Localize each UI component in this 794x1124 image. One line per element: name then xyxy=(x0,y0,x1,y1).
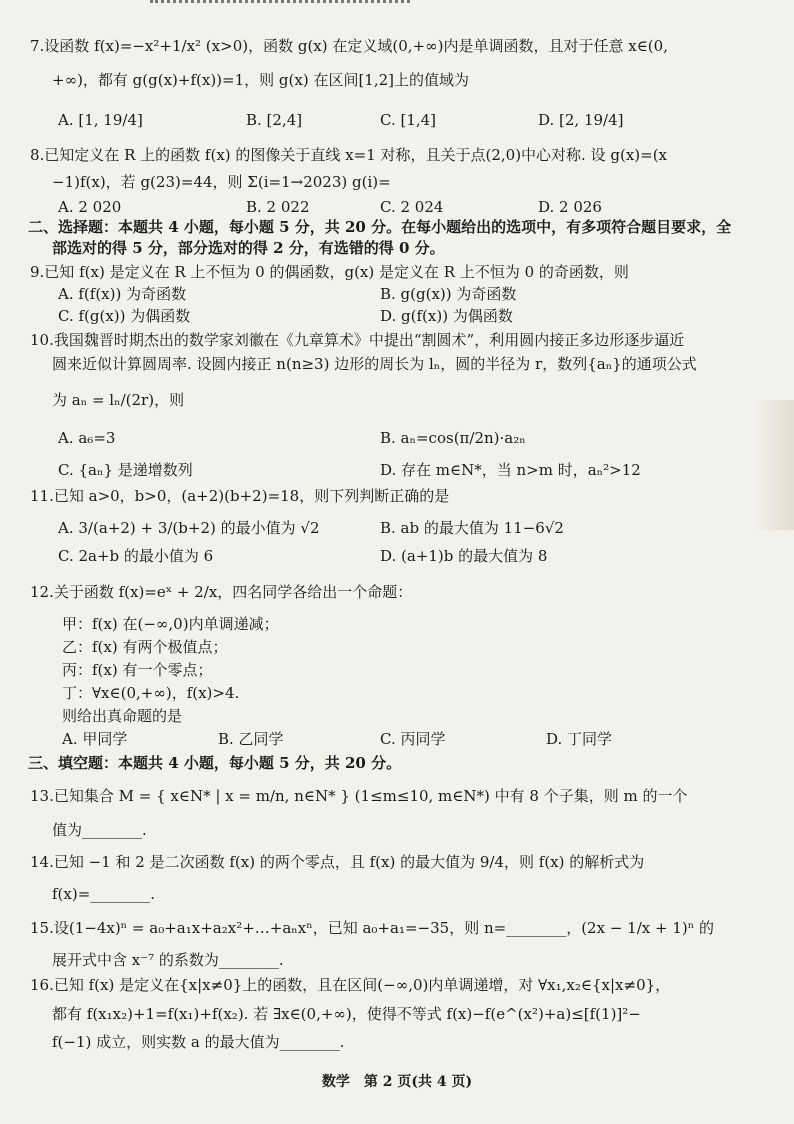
q12-statement-jia: 甲：f(x) 在(−∞,0)内单调递减； xyxy=(62,615,279,633)
q10-option-a: A. a₆=3 xyxy=(58,429,116,447)
q12-option-a: A. 甲同学 xyxy=(62,730,128,748)
q11-option-d: D. (a+1)b 的最大值为 8 xyxy=(380,547,548,565)
q13-line2: 值为________. xyxy=(52,821,147,839)
q16-line3: f(−1) 成立，则实数 a 的最大值为________. xyxy=(52,1033,345,1051)
q8-option-d: D. 2 026 xyxy=(538,198,602,216)
q8-option-a: A. 2 020 xyxy=(58,198,122,216)
q12-option-d: D. 丁同学 xyxy=(546,730,613,748)
q15-line1: 15.设(1−4x)ⁿ = a₀+a₁x+a₂x²+…+aₙxⁿ，已知 a₀+a₁=−35，则 n=________，(2x − 1/x + 1)ⁿ 的 xyxy=(30,919,714,937)
q9-option-b: B. g(g(x)) 为奇函数 xyxy=(380,285,517,303)
q9-option-c: C. f(g(x)) 为偶函数 xyxy=(58,307,191,325)
section2-heading-line2: 部选对的得 5 分，部分选对的得 2 分，有选错的得 0 分。 xyxy=(52,239,445,257)
q12-statement-ding: 丁：∀x∈(0,+∞)，f(x)>4. xyxy=(62,684,240,702)
q16-line2: 都有 f(x₁x₂)+1=f(x₁)+f(x₂). 若 ∃x∈(0,+∞)，使得不等式 f(x)−f(e^(x²)+a)≤[f(1)]²− xyxy=(52,1005,641,1023)
q10-line1: 10.我国魏晋时期杰出的数学家刘徽在《九章算术》中提出“割圆术”，利用圆内接正多边形逐步逼近 xyxy=(30,331,685,349)
q10-option-b: B. aₙ=cos(π/2n)·a₂ₙ xyxy=(380,429,526,447)
scan-artifact xyxy=(150,0,410,11)
page-footer: 数学 第 2 页(共 4 页) xyxy=(321,1074,473,1090)
q15-line2: 展开式中含 x⁻⁷ 的系数为________. xyxy=(52,951,284,969)
q16-line1: 16.已知 f(x) 是定义在{x|x≠0}上的函数，且在区间(−∞,0)内单调递增，对 ∀x₁,x₂∈{x|x≠0}， xyxy=(30,976,671,994)
section3-heading: 三、填空题：本题共 4 小题，每小题 5 分，共 20 分。 xyxy=(28,754,402,772)
q14-line1: 14.已知 −1 和 2 是二次函数 f(x) 的两个零点，且 f(x) 的最大值为 9/4，则 f(x) 的解析式为 xyxy=(30,853,645,871)
q9-option-a: A. f(f(x)) 为奇函数 xyxy=(58,285,187,303)
q10-line3: 为 aₙ = lₙ/(2r)，则 xyxy=(52,391,185,409)
scan-shadow xyxy=(754,400,794,530)
q11-option-b: B. ab 的最大值为 11−6√2 xyxy=(380,519,564,537)
q12-option-b: B. 乙同学 xyxy=(218,730,284,748)
q12-line2: 则给出真命题的是 xyxy=(62,707,183,725)
q11-line1: 11.已知 a>0，b>0，(a+2)(b+2)=18，则下列判断正确的是 xyxy=(30,487,450,505)
q9-option-d: D. g(f(x)) 为偶函数 xyxy=(380,307,513,325)
q8-option-b: B. 2 022 xyxy=(246,198,310,216)
q12-option-c: C. 丙同学 xyxy=(380,730,446,748)
q7-line1: 7.设函数 f(x)=−x²+1/x² (x>0)，函数 g(x) 在定义域(0,+∞)内是单调函数，且对于任意 x∈(0, xyxy=(30,37,668,55)
q11-option-c: C. 2a+b 的最小值为 6 xyxy=(58,547,214,565)
q7-option-a: A. [1, 19/4] xyxy=(58,111,143,129)
q12-line1: 12.关于函数 f(x)=eˣ + 2/x，四名同学各给出一个命题： xyxy=(30,583,413,601)
q14-line2: f(x)=________. xyxy=(52,885,156,903)
section2-heading-line1: 二、选择题：本题共 4 小题，每小题 5 分，共 20 分。在每小题给出的选项中，有多项符合题目要求，全 xyxy=(28,218,732,236)
q7-option-d: D. [2, 19/4] xyxy=(538,111,624,129)
q7-option-c: C. [1,4] xyxy=(380,111,437,129)
q11-option-a: A. 3/(a+2) + 3/(b+2) 的最小值为 √2 xyxy=(58,519,320,537)
q7-option-b: B. [2,4] xyxy=(246,111,303,129)
q10-option-d: D. 存在 m∈N*，当 n>m 时，aₙ²>12 xyxy=(380,461,641,479)
q8-option-c: C. 2 024 xyxy=(380,198,444,216)
q13-line1: 13.已知集合 M = { x∈N* | x = m/n, n∈N* } (1≤m≤10, m∈N*) 中有 8 个子集，则 m 的一个 xyxy=(30,787,688,805)
q8-line2: −1)f(x)，若 g(23)=44，则 Σ(i=1→2023) g(i)= xyxy=(52,173,391,191)
q7-line2: +∞)，都有 g(g(x)+f(x))=1，则 g(x) 在区间[1,2]上的值域为 xyxy=(52,71,470,89)
q10-line2: 圆来近似计算圆周率. 设圆内接正 n(n≥3) 边形的周长为 lₙ，圆的半径为 r，数列{aₙ}的通项公式 xyxy=(52,355,697,373)
q12-statement-yi: 乙：f(x) 有两个极值点； xyxy=(62,638,228,656)
q9-line1: 9.已知 f(x) 是定义在 R 上不恒为 0 的偶函数，g(x) 是定义在 R 上不恒为 0 的奇函数，则 xyxy=(30,263,629,281)
q12-statement-bing: 丙：f(x) 有一个零点； xyxy=(62,661,213,679)
q8-line1: 8.已知定义在 R 上的函数 f(x) 的图像关于直线 x=1 对称，且关于点(2,0)中心对称. 设 g(x)=(x xyxy=(30,146,668,164)
q10-option-c: C. {aₙ} 是递增数列 xyxy=(58,461,193,479)
